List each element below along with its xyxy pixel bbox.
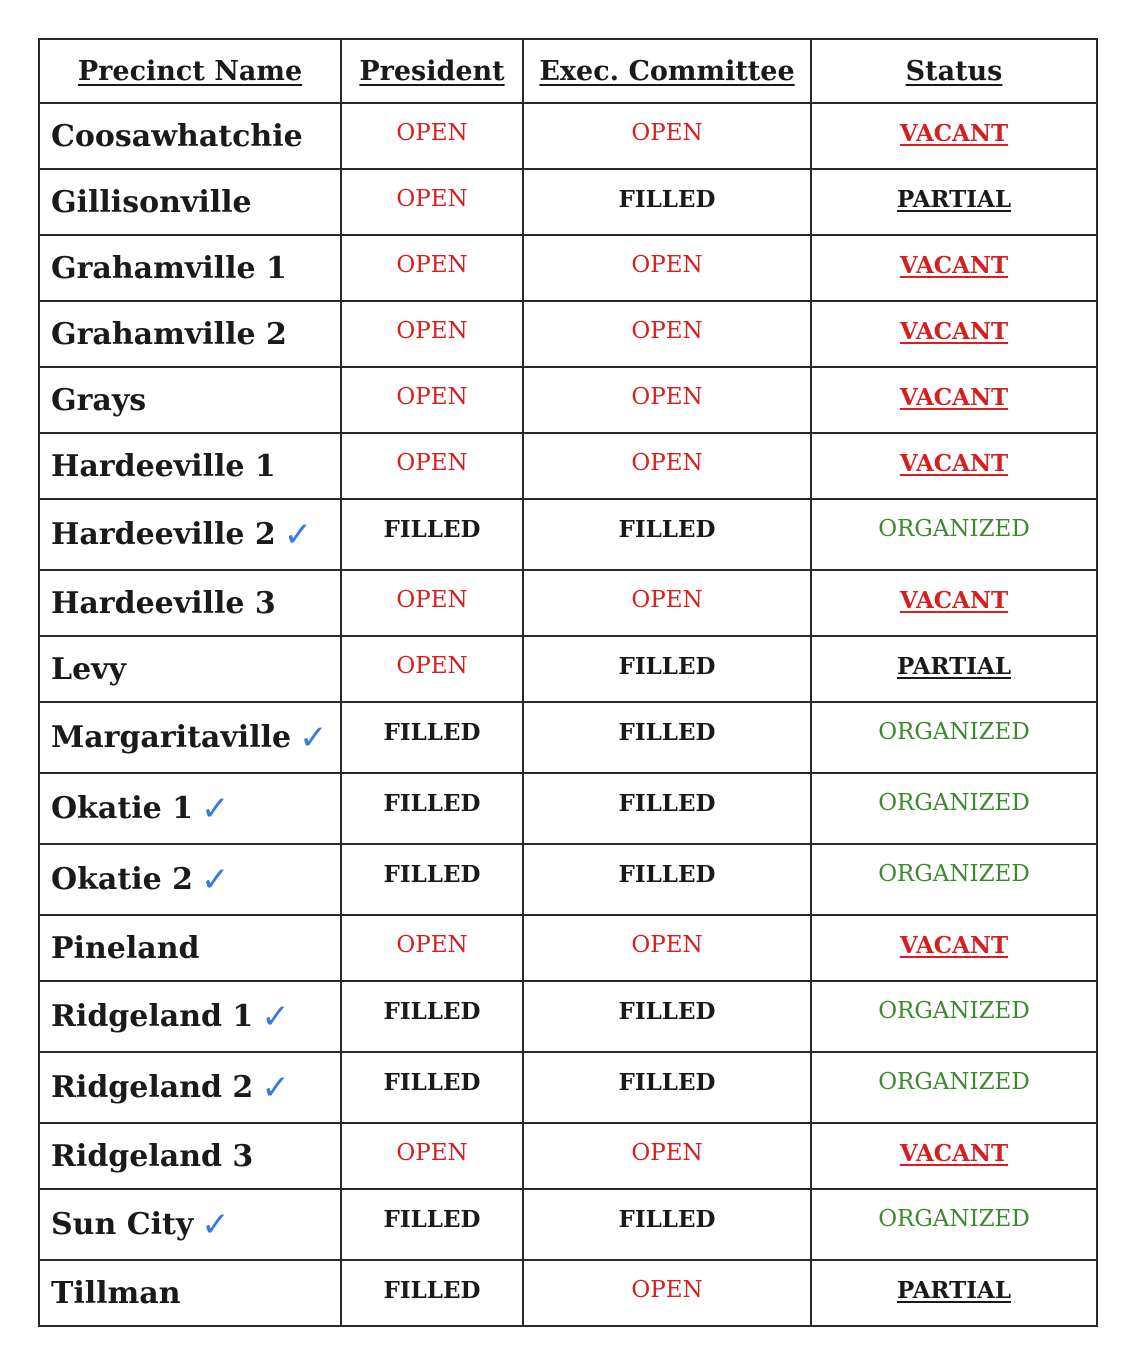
status-value: VACANT bbox=[899, 252, 1009, 279]
exec-committee-cell bbox=[523, 915, 811, 981]
table-row bbox=[39, 235, 1097, 301]
status-cell bbox=[811, 235, 1097, 301]
precinct-name: Margaritaville bbox=[51, 719, 292, 755]
exec-committee-cell bbox=[523, 433, 811, 499]
precinct-name: Okatie 1 bbox=[51, 790, 194, 826]
status-cell bbox=[811, 915, 1097, 981]
president-cell bbox=[341, 169, 523, 235]
status-value: ORGANIZED bbox=[878, 998, 1030, 1024]
checkmark-icon: ✓ bbox=[201, 788, 230, 829]
precinct-name: Hardeeville 2 bbox=[51, 516, 276, 552]
status-value: VACANT bbox=[899, 318, 1009, 345]
precinct-name: Grahamville 1 bbox=[51, 250, 287, 286]
exec-committee-value: FILLED bbox=[618, 1069, 716, 1096]
status-cell bbox=[811, 570, 1097, 636]
exec-committee-cell bbox=[523, 702, 811, 773]
exec-committee-value: FILLED bbox=[618, 186, 716, 213]
table-body bbox=[39, 103, 1097, 1326]
precinct-name: Sun City bbox=[51, 1206, 194, 1242]
president-cell bbox=[341, 235, 523, 301]
status-value: VACANT bbox=[899, 587, 1009, 614]
precinct-name-cell bbox=[39, 773, 341, 844]
precinct-status-table-wrapper bbox=[38, 38, 1098, 1327]
exec-committee-value: FILLED bbox=[618, 719, 716, 746]
president-cell bbox=[341, 103, 523, 169]
exec-committee-value: FILLED bbox=[618, 516, 716, 543]
precinct-name: Ridgeland 1 bbox=[51, 998, 254, 1034]
president-cell bbox=[341, 844, 523, 915]
exec-committee-cell bbox=[523, 1123, 811, 1189]
president-value: OPEN bbox=[396, 932, 468, 958]
precinct-name-cell bbox=[39, 367, 341, 433]
president-value: FILLED bbox=[383, 1206, 481, 1233]
president-value: OPEN bbox=[396, 1140, 468, 1166]
precinct-name: Okatie 2 bbox=[51, 861, 194, 897]
status-value: ORGANIZED bbox=[878, 719, 1030, 745]
precinct-name-cell bbox=[39, 702, 341, 773]
header-president: President bbox=[341, 39, 523, 103]
status-value: PARTIAL bbox=[896, 186, 1012, 213]
exec-committee-cell bbox=[523, 169, 811, 235]
president-value: FILLED bbox=[383, 719, 481, 746]
president-value: FILLED bbox=[383, 1277, 481, 1304]
table-row bbox=[39, 915, 1097, 981]
table-row bbox=[39, 636, 1097, 702]
exec-committee-value: OPEN bbox=[631, 932, 703, 958]
status-value: PARTIAL bbox=[896, 1277, 1012, 1304]
exec-committee-value: OPEN bbox=[631, 120, 703, 146]
president-cell bbox=[341, 433, 523, 499]
president-value: OPEN bbox=[396, 384, 468, 410]
president-cell bbox=[341, 301, 523, 367]
table-row bbox=[39, 1123, 1097, 1189]
exec-committee-cell bbox=[523, 499, 811, 570]
precinct-name: Grahamville 2 bbox=[51, 316, 287, 352]
table-row bbox=[39, 367, 1097, 433]
table-row bbox=[39, 1260, 1097, 1326]
president-value: FILLED bbox=[383, 861, 481, 888]
table-row bbox=[39, 844, 1097, 915]
president-value: OPEN bbox=[396, 653, 468, 679]
status-cell bbox=[811, 844, 1097, 915]
table-row bbox=[39, 570, 1097, 636]
table-row bbox=[39, 981, 1097, 1052]
exec-committee-value: FILLED bbox=[618, 790, 716, 817]
exec-committee-value: OPEN bbox=[631, 1277, 703, 1303]
exec-committee-value: OPEN bbox=[631, 587, 703, 613]
exec-committee-value: FILLED bbox=[618, 861, 716, 888]
checkmark-icon: ✓ bbox=[201, 859, 230, 900]
header-row bbox=[39, 39, 1097, 103]
president-cell bbox=[341, 570, 523, 636]
status-cell bbox=[811, 103, 1097, 169]
exec-committee-value: OPEN bbox=[631, 318, 703, 344]
precinct-name-cell bbox=[39, 915, 341, 981]
header-exec-committee: Exec. Committee bbox=[523, 39, 811, 103]
status-cell bbox=[811, 433, 1097, 499]
status-cell bbox=[811, 702, 1097, 773]
checkmark-icon: ✓ bbox=[283, 514, 313, 555]
precinct-status-table bbox=[38, 38, 1098, 1327]
president-value: OPEN bbox=[396, 587, 468, 613]
president-cell bbox=[341, 1260, 523, 1326]
exec-committee-value: OPEN bbox=[631, 252, 703, 278]
table-row bbox=[39, 169, 1097, 235]
status-value: VACANT bbox=[899, 450, 1009, 477]
exec-committee-cell bbox=[523, 235, 811, 301]
precinct-name-cell bbox=[39, 1052, 341, 1123]
table-row bbox=[39, 773, 1097, 844]
status-cell bbox=[811, 773, 1097, 844]
precinct-name: Ridgeland 2 bbox=[51, 1069, 254, 1105]
status-value: ORGANIZED bbox=[878, 790, 1030, 816]
status-cell bbox=[811, 1189, 1097, 1260]
precinct-name: Tillman bbox=[51, 1275, 181, 1311]
table-row bbox=[39, 1189, 1097, 1260]
exec-committee-cell bbox=[523, 773, 811, 844]
status-cell bbox=[811, 1052, 1097, 1123]
status-cell bbox=[811, 169, 1097, 235]
precinct-name-cell bbox=[39, 981, 341, 1052]
checkmark-icon: ✓ bbox=[261, 1067, 290, 1108]
status-value: VACANT bbox=[899, 384, 1009, 411]
exec-committee-value: OPEN bbox=[631, 384, 703, 410]
precinct-name: Hardeeville 3 bbox=[51, 585, 276, 621]
president-value: OPEN bbox=[396, 120, 468, 146]
status-cell bbox=[811, 981, 1097, 1052]
president-cell bbox=[341, 915, 523, 981]
table-row bbox=[39, 103, 1097, 169]
precinct-name-cell bbox=[39, 301, 341, 367]
president-cell bbox=[341, 1189, 523, 1260]
exec-committee-cell bbox=[523, 103, 811, 169]
status-value: VACANT bbox=[899, 932, 1009, 959]
status-cell bbox=[811, 1123, 1097, 1189]
precinct-name: Levy bbox=[51, 651, 127, 687]
status-cell bbox=[811, 367, 1097, 433]
status-value: VACANT bbox=[899, 1140, 1009, 1167]
precinct-name-cell bbox=[39, 844, 341, 915]
header-status: Status bbox=[811, 39, 1097, 103]
checkmark-icon: ✓ bbox=[261, 996, 290, 1037]
president-cell bbox=[341, 636, 523, 702]
status-cell bbox=[811, 1260, 1097, 1326]
checkmark-icon: ✓ bbox=[201, 1204, 230, 1245]
status-cell bbox=[811, 499, 1097, 570]
precinct-name: Ridgeland 3 bbox=[51, 1138, 254, 1174]
status-value: ORGANIZED bbox=[878, 861, 1030, 887]
table-row bbox=[39, 1052, 1097, 1123]
exec-committee-cell bbox=[523, 367, 811, 433]
precinct-name-cell bbox=[39, 1189, 341, 1260]
president-value: OPEN bbox=[396, 186, 468, 212]
table-row bbox=[39, 702, 1097, 773]
exec-committee-value: OPEN bbox=[631, 450, 703, 476]
precinct-name: Pineland bbox=[51, 930, 200, 966]
president-value: FILLED bbox=[383, 516, 481, 543]
president-cell bbox=[341, 367, 523, 433]
exec-committee-cell bbox=[523, 636, 811, 702]
exec-committee-value: FILLED bbox=[618, 653, 716, 680]
president-value: FILLED bbox=[383, 790, 481, 817]
status-value: PARTIAL bbox=[896, 653, 1012, 680]
president-value: OPEN bbox=[396, 252, 468, 278]
exec-committee-value: FILLED bbox=[618, 1206, 716, 1233]
exec-committee-cell bbox=[523, 844, 811, 915]
precinct-name-cell bbox=[39, 1260, 341, 1326]
status-cell bbox=[811, 301, 1097, 367]
precinct-name-cell bbox=[39, 103, 341, 169]
status-value: ORGANIZED bbox=[878, 1069, 1030, 1095]
precinct-name-cell bbox=[39, 499, 341, 570]
exec-committee-value: FILLED bbox=[618, 998, 716, 1025]
president-cell bbox=[341, 702, 523, 773]
header-precinct-name: Precinct Name bbox=[39, 39, 341, 103]
president-value: FILLED bbox=[383, 998, 481, 1025]
exec-committee-cell bbox=[523, 1260, 811, 1326]
exec-committee-cell bbox=[523, 1052, 811, 1123]
precinct-name-cell bbox=[39, 570, 341, 636]
president-cell bbox=[341, 773, 523, 844]
exec-committee-value: OPEN bbox=[631, 1140, 703, 1166]
checkmark-icon: ✓ bbox=[299, 717, 328, 758]
precinct-name-cell bbox=[39, 1123, 341, 1189]
exec-committee-cell bbox=[523, 570, 811, 636]
president-value: FILLED bbox=[383, 1069, 481, 1096]
status-value: ORGANIZED bbox=[878, 1206, 1030, 1232]
precinct-name: Gillisonville bbox=[51, 184, 252, 220]
president-cell bbox=[341, 499, 523, 570]
precinct-name: Coosawhatchie bbox=[51, 118, 303, 154]
president-cell bbox=[341, 1123, 523, 1189]
president-cell bbox=[341, 981, 523, 1052]
table-row bbox=[39, 433, 1097, 499]
president-value: OPEN bbox=[396, 450, 468, 476]
precinct-name: Hardeeville 1 bbox=[51, 448, 276, 484]
exec-committee-cell bbox=[523, 1189, 811, 1260]
president-cell bbox=[341, 1052, 523, 1123]
precinct-name-cell bbox=[39, 433, 341, 499]
precinct-name-cell bbox=[39, 636, 341, 702]
table-row bbox=[39, 499, 1097, 570]
status-value: ORGANIZED bbox=[878, 516, 1030, 542]
precinct-name-cell bbox=[39, 235, 341, 301]
exec-committee-cell bbox=[523, 301, 811, 367]
precinct-name-cell bbox=[39, 169, 341, 235]
status-cell bbox=[811, 636, 1097, 702]
precinct-name: Grays bbox=[51, 382, 147, 418]
exec-committee-cell bbox=[523, 981, 811, 1052]
table-row bbox=[39, 301, 1097, 367]
president-value: OPEN bbox=[396, 318, 468, 344]
status-value: VACANT bbox=[899, 120, 1009, 147]
